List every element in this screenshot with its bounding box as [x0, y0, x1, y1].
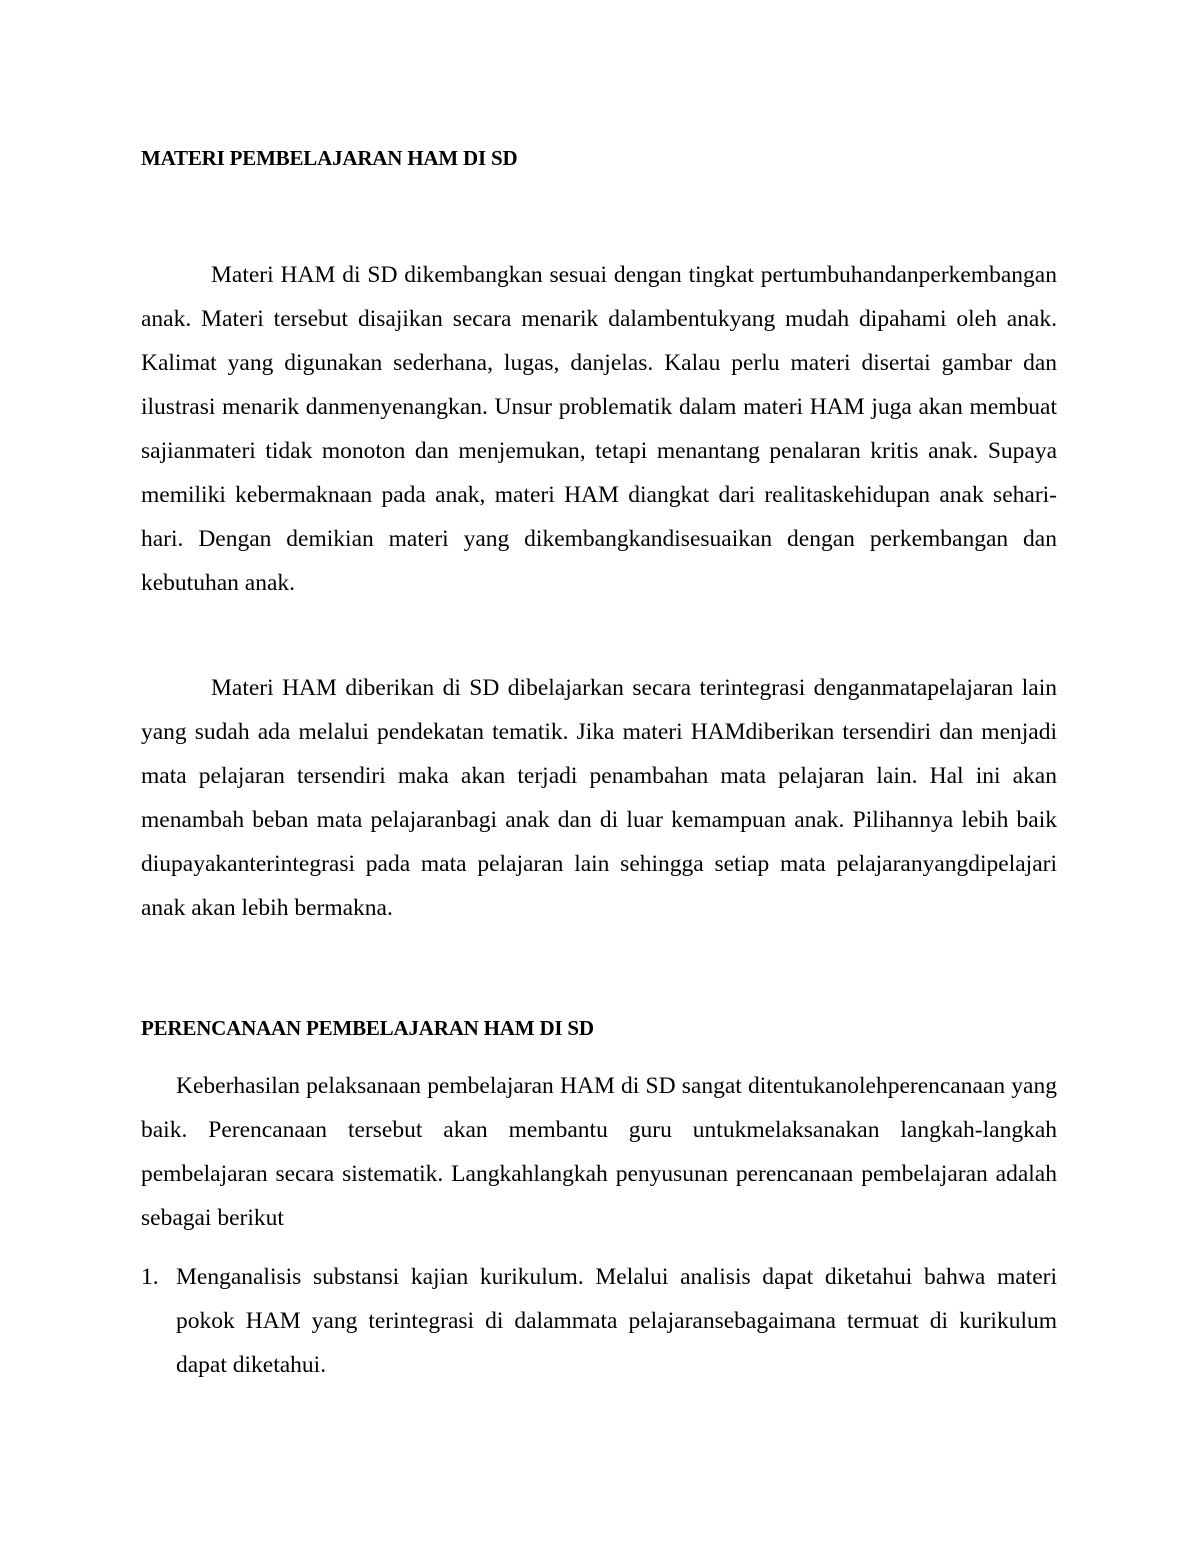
list-item [141, 1255, 1057, 1387]
list-marker: 1. [141, 1264, 159, 1290]
section-title-materi: MATERI PEMBELAJARAN HAM DI SD [141, 146, 518, 170]
paragraph-materi-2: Materi HAM diberikan di SD dibelajarkan secara terintegrasi denganmatapelajaran lain yang sudah ada melalui pendekatan tematik. Jika materi HAMdiberikan tersendiri dan menjadi mata pelajaran tersendiri maka akan terjadi penambahan mata pelajaran lain. Hal ini akan menambah beban mata pelajaranbagi anak dan di luar kemampuan anak. Pilihannya lebih baik diupayakanterintegrasi pada mata pelajaran lain sehingga setiap mata pelajaranyangdipelajari anak akan lebih bermakna. [141, 675, 1057, 921]
paragraph-perencanaan: Keberhasilan pelaksanaan pembelajaran HAM di SD sangat ditentukanolehperencanaan yang baik. Perencanaan tersebut akan membantu guru untukmelaksanakan langkah-langkah pembelajaran secara sistematik. Langkahlangkah penyusunan perencanaan pembelajaran adalah sebagai berikut [141, 1073, 1057, 1231]
paragraph-materi-1: Materi HAM di SD dikembangkan sesuai dengan tingkat pertumbuhandanperkembangan anak. Materi tersebut disajikan secara menarik dalambentukyang mudah dipahami oleh anak. Kalimat yang digunakan sederhana, lugas, danjelas. Kalau perlu materi disertai gambar dan ilustrasi menarik danmenyenangkan. Unsur problematik dalam materi HAM juga akan membuat sajianmateri tidak monoton dan menjemukan, tetapi menantang penalaran kritis anak. Supaya memiliki kebermaknaan pada anak, materi HAM diangkat dari realitaskehidupan anak sehari-hari. Dengan demikian materi yang dikembangkandisesuaikan dengan perkembangan dan kebutuhan anak. [141, 262, 1057, 596]
section-title-perencanaan: PERENCANAAN PEMBELAJARAN HAM DI SD [141, 1016, 594, 1040]
steps-list [141, 1255, 1057, 1387]
list-item-text: Menganalisis substansi kajian kurikulum. Melalui analisis dapat diketahui bahwa materi pokok HAM yang terintegrasi di dalammata pelajaransebagaimana termuat di kurikulum dapat diketahui. [176, 1264, 1057, 1378]
